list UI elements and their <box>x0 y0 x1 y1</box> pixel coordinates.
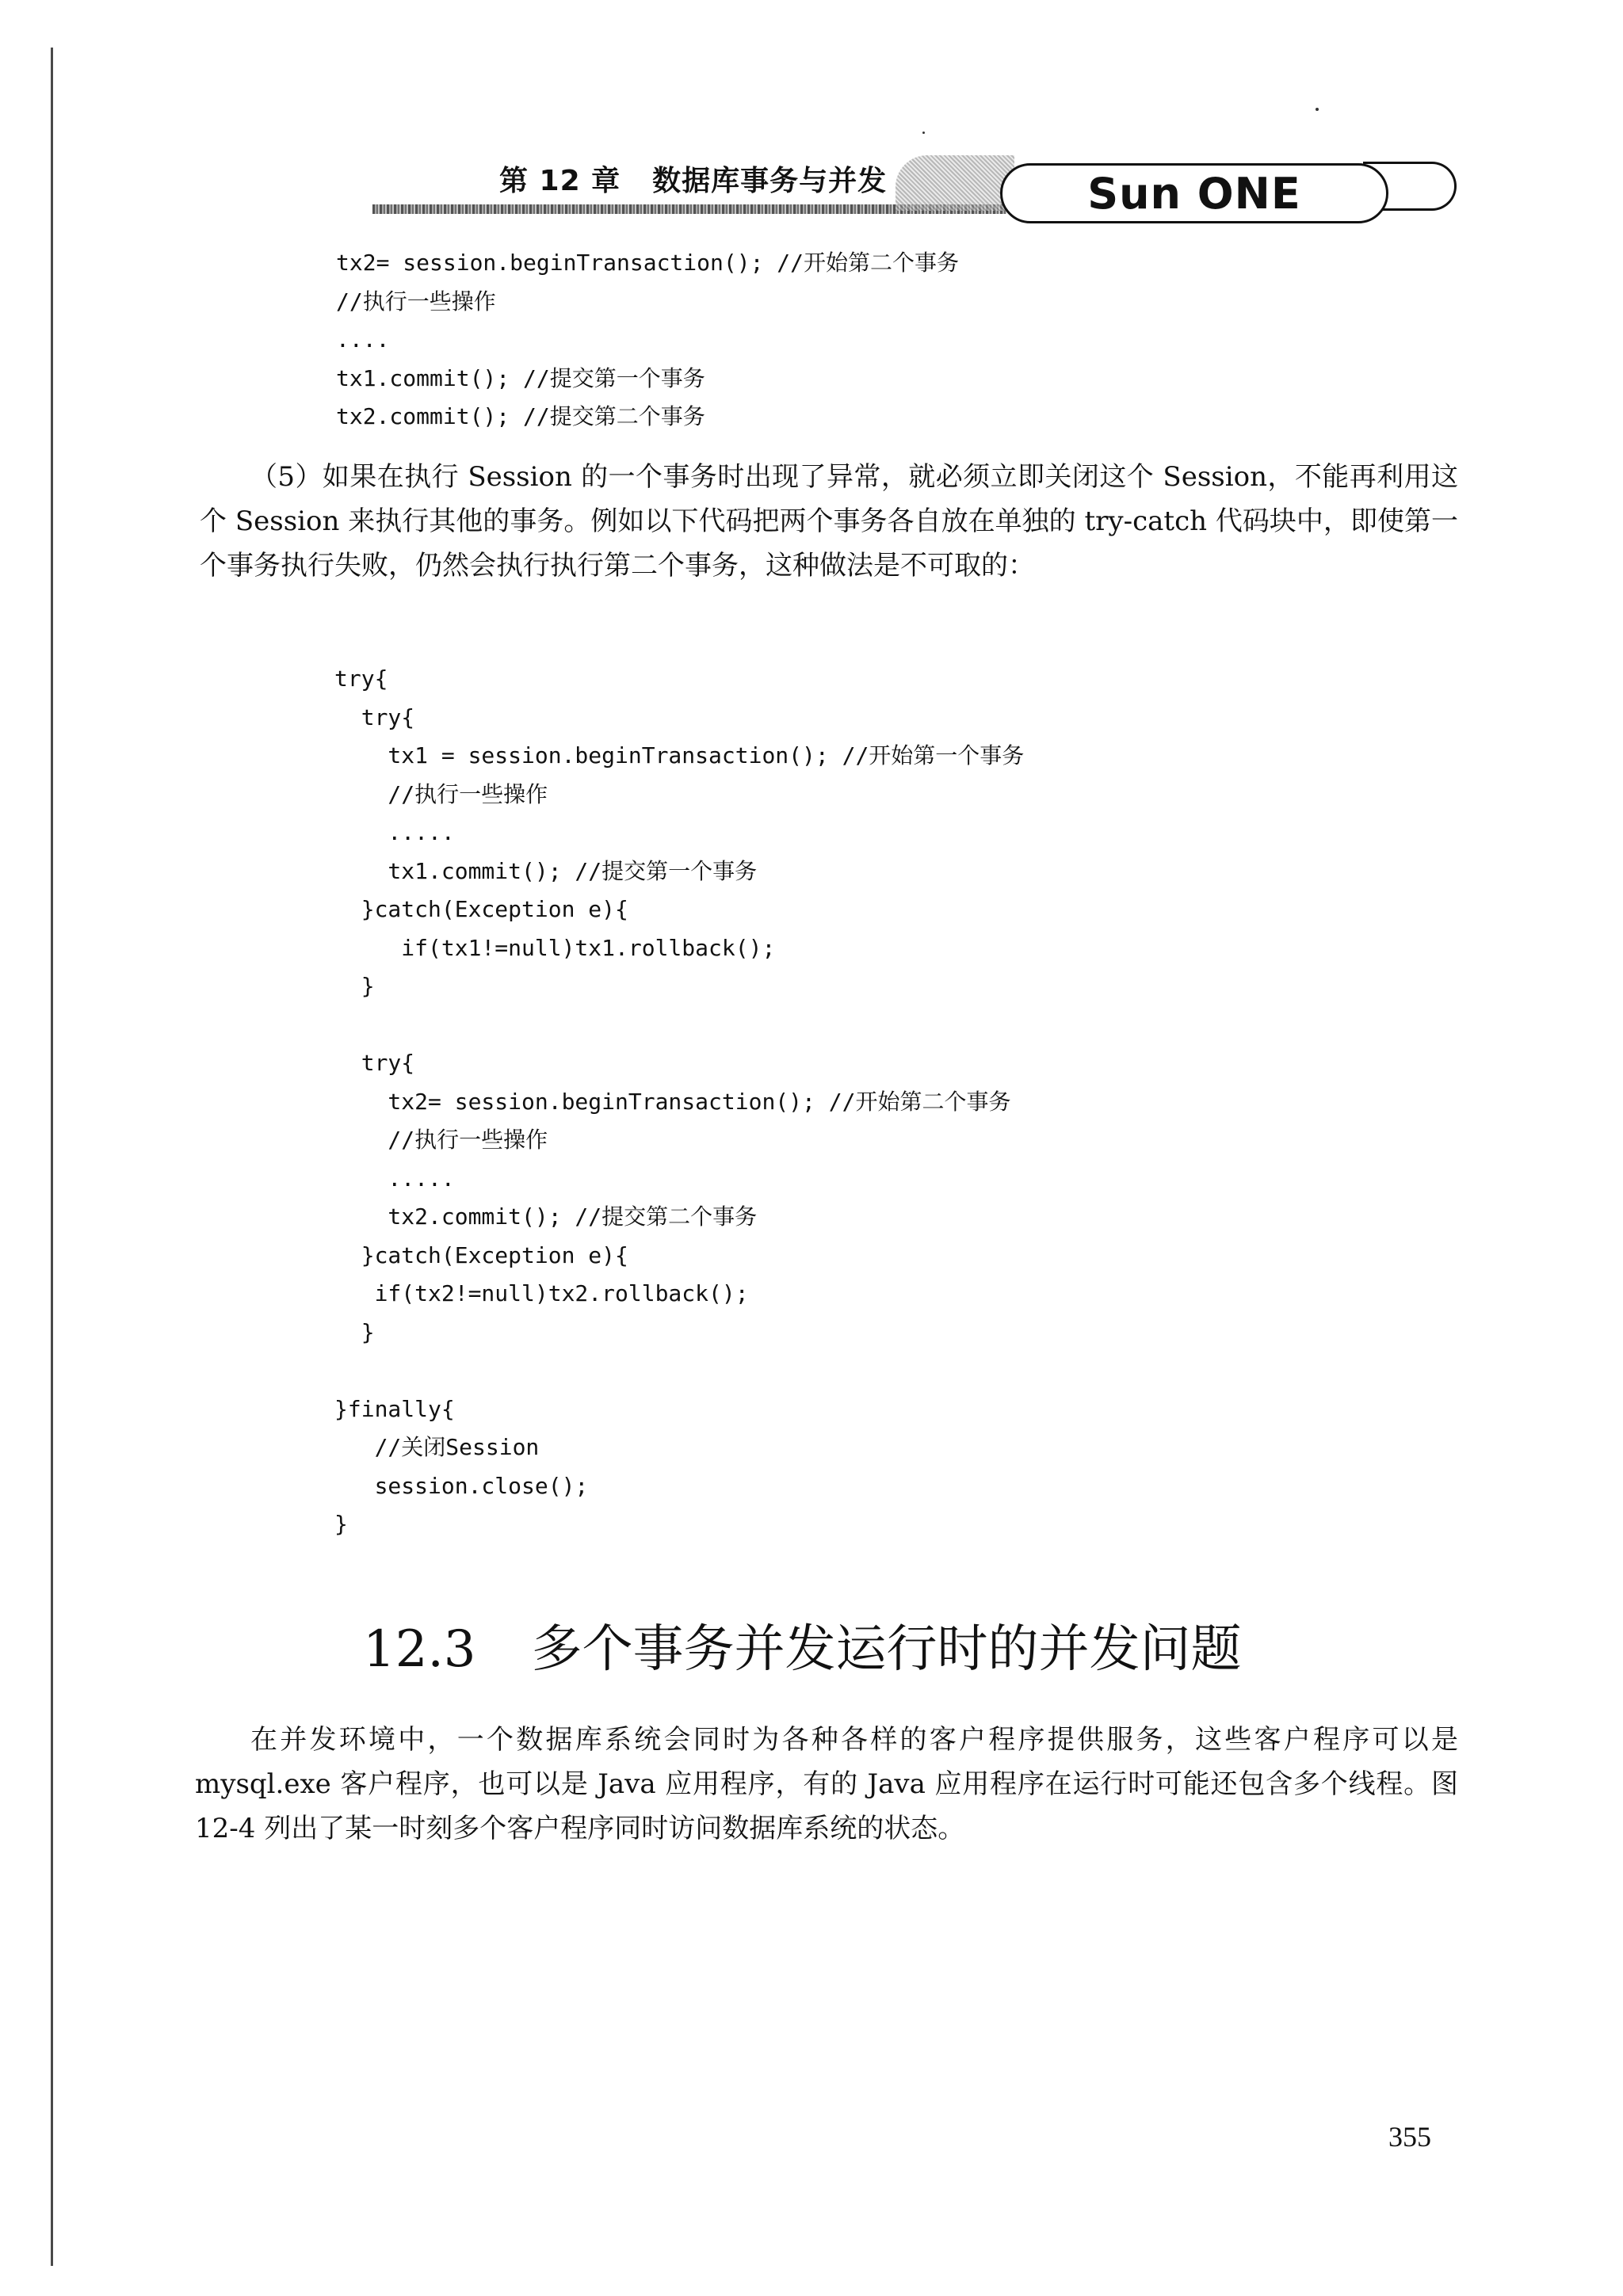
scan-speck <box>1316 108 1319 111</box>
code-line: //执行一些操作 <box>334 1127 548 1153</box>
code-line: if(tx1!=null)tx1.rollback(); <box>334 934 776 961</box>
code-line: } <box>334 1511 348 1537</box>
code-line: .... <box>336 326 390 353</box>
scan-speck <box>922 132 925 134</box>
code-block-top <box>336 244 959 437</box>
code-line: tx1 = session.beginTransaction(); //开始第一个事务 <box>334 742 1025 769</box>
code-block-main <box>334 660 1024 1544</box>
page-binding-edge <box>51 48 53 2266</box>
code-line: tx2.commit(); //提交第二个事务 <box>334 1203 758 1230</box>
paragraph-item-5: （5）如果在执行 Session 的一个事务时出现了异常，就必须立即关闭这个 Session，不能再利用这个 Session 来执行其他的事务。例如以下代码把两个事务各自放在单独的 try-catch 代码块中，即使第一个事务执行失败，仍然会执行执行第二个事务，这种做法是不可取的： <box>200 461 1458 582</box>
chapter-title <box>499 158 887 199</box>
section-number: 12.3 <box>363 1620 476 1679</box>
code-line: } <box>334 973 375 999</box>
code-line: }catch(Exception e){ <box>334 1241 628 1268</box>
code-line: ..... <box>334 1165 455 1192</box>
code-line: }catch(Exception e){ <box>334 896 628 922</box>
code-line: tx2= session.beginTransaction(); //开始第二个事务 <box>334 1088 1011 1115</box>
code-line: if(tx2!=null)tx2.rollback(); <box>334 1280 749 1306</box>
chapter-name: 数据库事务与并发 <box>652 165 888 197</box>
code-line: try{ <box>334 666 388 692</box>
code-line <box>334 1352 1024 1390</box>
brand-logo-text: Sun ONE <box>1087 168 1301 219</box>
code-line: }finally{ <box>334 1395 455 1422</box>
code-line: tx2= session.beginTransaction(); //开始第二个事务 <box>336 250 960 276</box>
code-line: tx1.commit(); //提交第一个事务 <box>336 364 705 391</box>
code-line: session.close(); <box>334 1472 589 1499</box>
code-line: } <box>334 1318 375 1345</box>
section-heading <box>363 1608 1242 1681</box>
paragraph-intro: 在并发环境中，一个数据库系统会同时为各种各样的客户程序提供服务，这些客户程序可以是 mysql.exe 客户程序，也可以是 Java 应用程序，有的 Java 应用程序在运行时可能还包含多个线程。图 12-4 列出了某一时刻多个客户程序同时访问数据库系统的状态。 <box>195 1724 1458 1844</box>
chapter-label: 第 12 章 <box>499 165 621 197</box>
code-line: tx1.commit(); //提交第一个事务 <box>334 857 758 884</box>
section-title: 多个事务并发运行时的并发问题 <box>531 1620 1242 1679</box>
code-line: try{ <box>334 704 415 730</box>
code-line: tx2.commit(); //提交第二个事务 <box>336 403 705 429</box>
code-line: //执行一些操作 <box>336 288 496 315</box>
code-line: //执行一些操作 <box>334 780 548 807</box>
code-line: //关闭Session <box>334 1434 540 1460</box>
page-number: 355 <box>1388 2121 1431 2153</box>
code-line: try{ <box>334 1050 415 1076</box>
header-ornament <box>896 155 1014 211</box>
code-line: ..... <box>334 819 455 845</box>
code-line <box>334 1006 1024 1045</box>
